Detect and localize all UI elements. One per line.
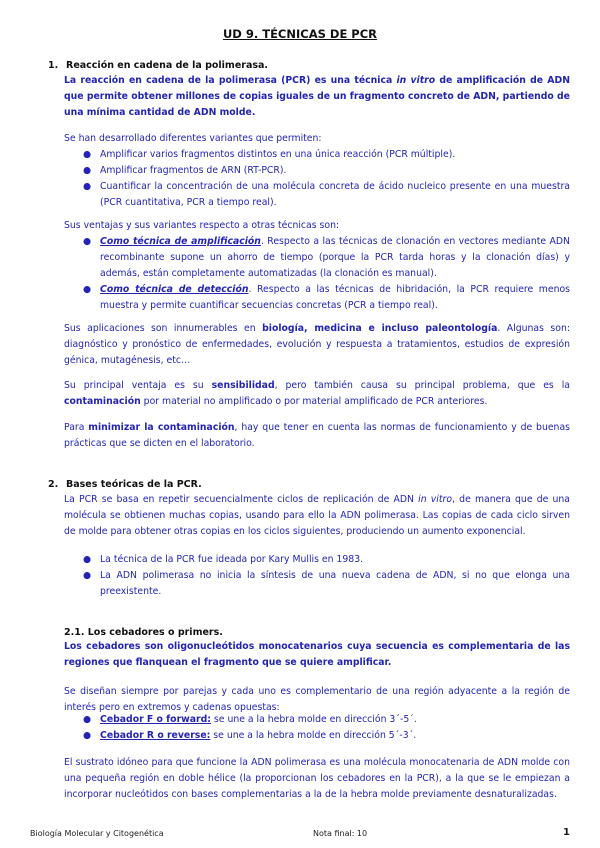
pcr-definition: La reacción en cadena de la polimerasa (PCR) es una técnica in vitro de amplificación de ADN que permite obtener millones de copias iguales de un fragmento concreto de ADN, partiendo de una mínima cantidad de ADN molde. [64,75,570,118]
variants-intro: Se han desarrollado diferentes variantes que permiten: [64,133,322,144]
pcr-basis-paragraph: La PCR se basa en repetir secuencialmente ciclos de replicación de ADN in vitro, de manera que de una molécula se obtienen muchas copias, usando para ello la ADN polimerasa. Las copias de cada ciclo sirven de molde para obtener otras copias en los ciclos siguientes, produciendo un aumento exponencial. [64,494,570,537]
section-2-1-heading: 2.1. Los cebadores o primers. [64,627,223,638]
list-item: ● Cebador F o forward: se une a la hebra molde en dirección 3´-5´. [83,714,417,725]
primers-definition: Los cebadores son oligonucleótidos monocatenarios cuya secuencia es complementaria de las regiones que flanquean el fragmento que se quiere amplificar. [64,641,570,668]
section-2-number: 2. [48,479,59,490]
section-1-number: 1. [48,60,59,71]
advantages-list [80,234,570,314]
section-2-heading: Bases teóricas de la PCR. [66,479,202,490]
advantages-intro: Sus ventajas y sus variantes respecto a otras técnicas son: [64,220,340,231]
list-item: ● Cebador R o reverse: se une a la hebra molde en dirección 5´-3´. [83,730,417,741]
page-number: 1 [563,827,570,838]
applications-paragraph: Sus aplicaciones son innumerables en biología, medicina e incluso paleontología. Algunas son: diagnóstico y pronóstico de enfermedades, evolución y respuesta a tratamientos, estudios de expresión génica, mutagénesis, etc… [64,323,570,366]
forward-primer-label: Cebador F o forward: [100,714,211,725]
reverse-primer-label: Cebador R o reverse: [100,730,211,741]
sensitivity-paragraph: Su principal ventaja es su sensibilidad, pero también causa su principal problema, que es la contaminación por material no amplificado o por material amplificado de PCR anteriores. [64,380,570,407]
list-item: ● La técnica de la PCR fue ideada por Kary Mullis en 1983. [83,554,364,565]
list-item: ● Cuantificar la concentración de una molécula concreta de ácido nucleico presente en una muestra (PCR cuantitativa, PCR a tiempo real). [83,181,570,208]
contamination-paragraph: Para minimizar la contaminación, hay que tener en cuenta las normas de funcionamiento y de buenas prácticas que se dicten en el laboratorio. [64,422,570,449]
pcr-basis-list [80,552,570,600]
primers-list [80,712,570,744]
document-title: UD 9. TÉCNICAS DE PCR [222,27,378,41]
primers-pairs-paragraph: Se diseñan siempre por parejas y cada uno es complementario de una región adyacente a la región de interés pero en extremos y cadenas opuestas: [64,686,570,713]
list-item: ● Como técnica de detección. Respecto a las técnicas de hibridación, la PCR requiere menos muestra y permite cuantificar secuencias concretas (PCR a tiempo real). [83,284,570,311]
substrate-paragraph: El sustrato idóneo para que funcione la ADN polimerasa es una molécula monocatenaria de ADN molde con una pequeña región en doble hélice (la proporcionan los cebadores en la PCR), a la que se le empiezan a incorporar nucleótidos con bases complementarias a la de la hebra molde previamente desnaturalizadas. [64,757,570,800]
detection-link[interactable]: Como técnica de detección [100,284,249,295]
footer-course: Biología Molecular y Citogenética [30,829,164,838]
section-1-heading: Reacción en cadena de la polimerasa. [66,60,269,71]
footer-grade: Nota final: 10 [313,829,368,838]
list-item: ● La ADN polimerasa no inicia la síntesis de una nueva cadena de ADN, si no que elonga una preexistente. [83,570,570,597]
list-item: ● Como técnica de amplificación. Respecto a las técnicas de clonación en vectores mediante ADN recombinante supone un ahorro de tiempo (porque la PCR tarda horas y la clonación días) y además, están completamente automatizadas (la clonación es manual). [83,236,570,279]
list-item: ● Amplificar fragmentos de ARN (RT-PCR). [83,165,287,176]
variants-list [80,147,570,211]
amplification-link[interactable]: Como técnica de amplificación [100,236,261,247]
list-item: ● Amplificar varios fragmentos distintos en una única reacción (PCR múltiple). [83,149,456,160]
